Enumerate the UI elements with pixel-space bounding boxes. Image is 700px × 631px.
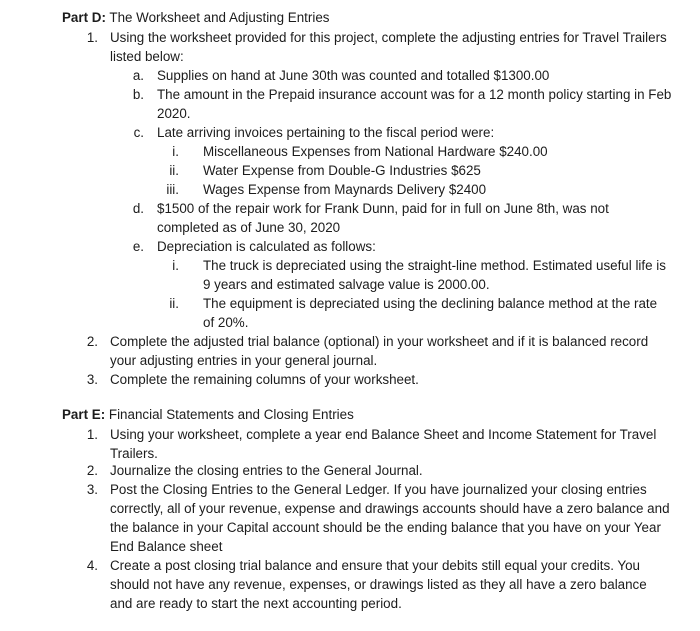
sub-item-text: Late arriving invoices pertaining to the fiscal period were: xyxy=(157,125,495,140)
sub-letter: c. xyxy=(133,125,144,140)
list-item-text: Complete the remaining columns of your worksheet. xyxy=(110,372,419,387)
part-e-label: Part E: xyxy=(62,407,106,422)
sub-item-text: The amount in the Prepaid insurance account was for a 12 month policy starting in Feb 2020. xyxy=(157,87,672,121)
list-item-text: Complete the adjusted trial balance (optional) in your worksheet and if it is balanced record your adjusting entries in your general journal. xyxy=(110,334,649,368)
sub-sub-item-text: Wages Expense from Maynards Delivery $2400 xyxy=(203,182,487,197)
sub-sub-item-text: The truck is depreciated using the straight-line method. Estimated useful life is 9 years and estimated salvage value is 2000.00. xyxy=(203,258,666,292)
roman-numeral: iii. xyxy=(166,182,179,197)
sub-letter: e. xyxy=(132,239,144,254)
roman-numeral: ii. xyxy=(169,163,179,178)
sub-sub-item-text: Water Expense from Double-G Industries $625 xyxy=(203,163,481,178)
list-number: 2. xyxy=(86,334,98,349)
part-d-heading xyxy=(62,8,329,27)
sub-letter: d. xyxy=(132,201,144,216)
list-number: 3. xyxy=(86,372,98,387)
sub-item-text: Depreciation is calculated as follows: xyxy=(157,239,376,254)
part-d-title: The Worksheet and Adjusting Entries xyxy=(109,10,330,25)
sub-letter: b. xyxy=(132,87,144,102)
part-d-label: Part D: xyxy=(62,10,106,25)
sub-sub-item-text: The equipment is depreciated using the declining balance method at the rate of 20%. xyxy=(203,296,658,330)
sub-sub-item-text: Miscellaneous Expenses from National Hardware $240.00 xyxy=(203,144,548,159)
list-number: 2. xyxy=(86,463,98,478)
sub-item-text: $1500 of the repair work for Frank Dunn, paid for in full on June 8th, was not completed as of June 30, 2020 xyxy=(157,201,609,235)
list-number: 1. xyxy=(86,30,98,45)
list-item-text: Create a post closing trial balance and ensure that your debits still equal your credits. You should not have any revenue, expenses, or drawings listed as they all have a zero balance and are ready to start the next accounting period. xyxy=(110,558,647,611)
list-item-text: Using your worksheet, complete a year end Balance Sheet and Income Statement for Travel Trailers. xyxy=(110,427,657,461)
roman-numeral: ii. xyxy=(169,296,179,311)
list-item-text: Journalize the closing entries to the General Journal. xyxy=(110,463,423,478)
list-item-text: Using the worksheet provided for this project, complete the adjusting entries for Travel Trailers listed below: xyxy=(110,30,667,64)
list-number: 4. xyxy=(86,558,98,573)
list-number: 3. xyxy=(86,482,98,497)
part-e-title: Financial Statements and Closing Entries xyxy=(108,407,354,422)
list-number: 1. xyxy=(86,427,98,442)
list-item-text: Post the Closing Entries to the General Ledger. If you have journalized your closing entries correctly, all of your revenue, expense and drawings accounts should have a zero balance and the balance in your Capital account should be the ending balance that you have on your Year End Balance sheet xyxy=(110,482,670,554)
part-e-heading xyxy=(62,405,354,424)
sub-item-text: Supplies on hand at June 30th was counted and totalled $1300.00 xyxy=(157,68,550,83)
sub-letter: a. xyxy=(132,68,144,83)
roman-numeral: i. xyxy=(172,258,179,273)
roman-numeral: i. xyxy=(172,144,179,159)
